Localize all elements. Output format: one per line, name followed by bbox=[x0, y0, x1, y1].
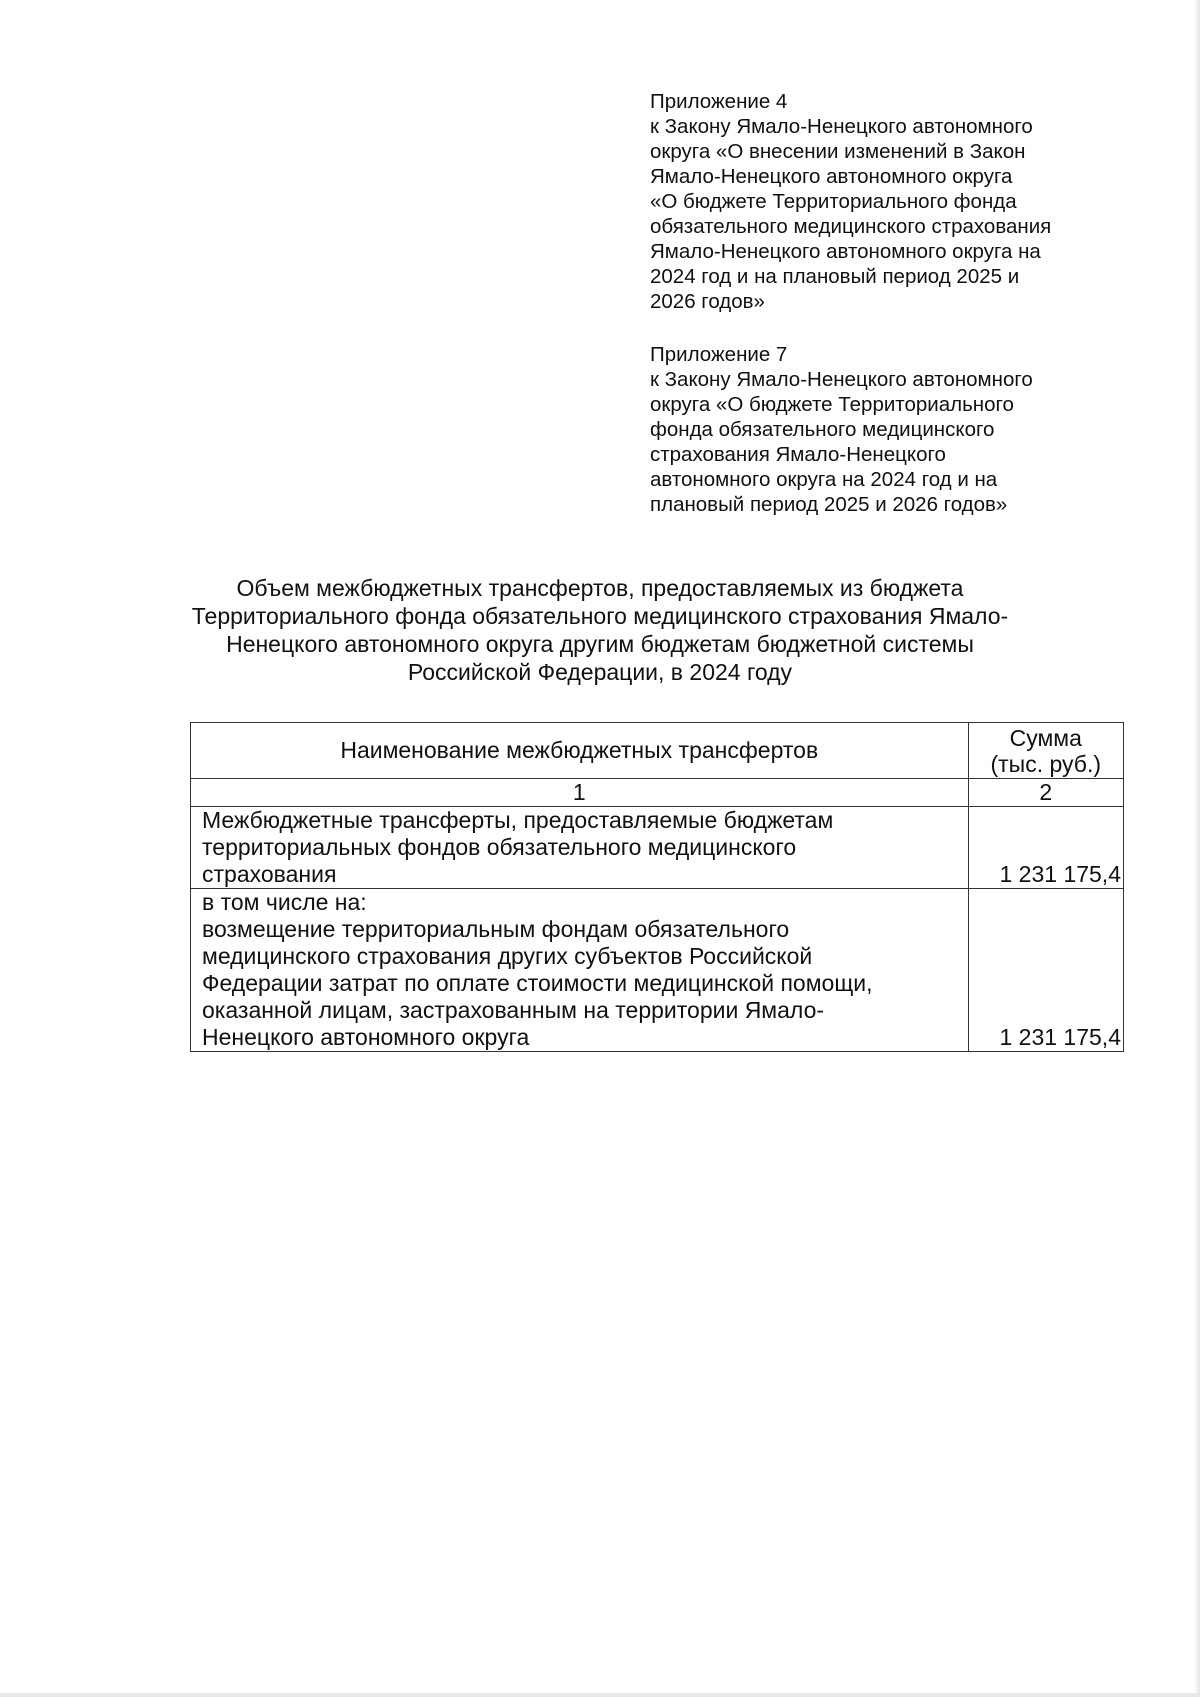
document-title: Объем межбюджетных трансфертов, предоставляемых из бюджета Территориального фонда обязательного медицинского страхования Ямало- Ненецкого автономного округа другим бюджетам бюджетной системы Российской Федерации, в 2024 году bbox=[191, 575, 1009, 685]
row-sum: 1 231 175,4 bbox=[968, 889, 1124, 1052]
column-number-row bbox=[191, 779, 1124, 807]
row-name: Межбюджетные трансферты, предоставляемые бюджетам территориальных фондов обязательного медицинского страхования bbox=[191, 807, 969, 889]
header-sum: Сумма (тыс. руб.) bbox=[968, 723, 1124, 779]
annex-4-heading: Приложение 4 к Закону Ямало-Ненецкого автономного округа «О внесении изменений в Закон Ямало-Ненецкого автономного округа «О бюджете Территориального фонда обязательного медицинского страхования Ямало-Ненецкого автономного округа на 2024 год и на плановый период 2025 и 2026 годов» bbox=[650, 90, 1052, 313]
scan-edge-right bbox=[1194, 0, 1200, 1697]
column-number-2: 2 bbox=[968, 779, 1124, 807]
row-sum: 1 231 175,4 bbox=[968, 807, 1124, 889]
transfers-table bbox=[190, 722, 1124, 1052]
header-name: Наименование межбюджетных трансфертов bbox=[191, 723, 969, 779]
table-row bbox=[191, 807, 1124, 889]
scan-edge-bottom bbox=[0, 1693, 1200, 1697]
table-header-row bbox=[191, 723, 1124, 779]
column-number-1: 1 bbox=[191, 779, 969, 807]
table-row bbox=[191, 889, 1124, 1052]
annex-7-heading: Приложение 7 к Закону Ямало-Ненецкого автономного округа «О бюджете Территориального фонда обязательного медицинского страхования Ямало-Ненецкого автономного округа на 2024 год и на плановый период 2025 и 2026 годов» bbox=[650, 343, 1033, 516]
row-name: в том числе на: возмещение территориальным фондам обязательного медицинского страхования других субъектов Российской Федерации затрат по оплате стоимости медицинской помощи, оказанной лицам, застрахованным на территории Ямало- Ненецкого автономного округа bbox=[191, 889, 969, 1052]
